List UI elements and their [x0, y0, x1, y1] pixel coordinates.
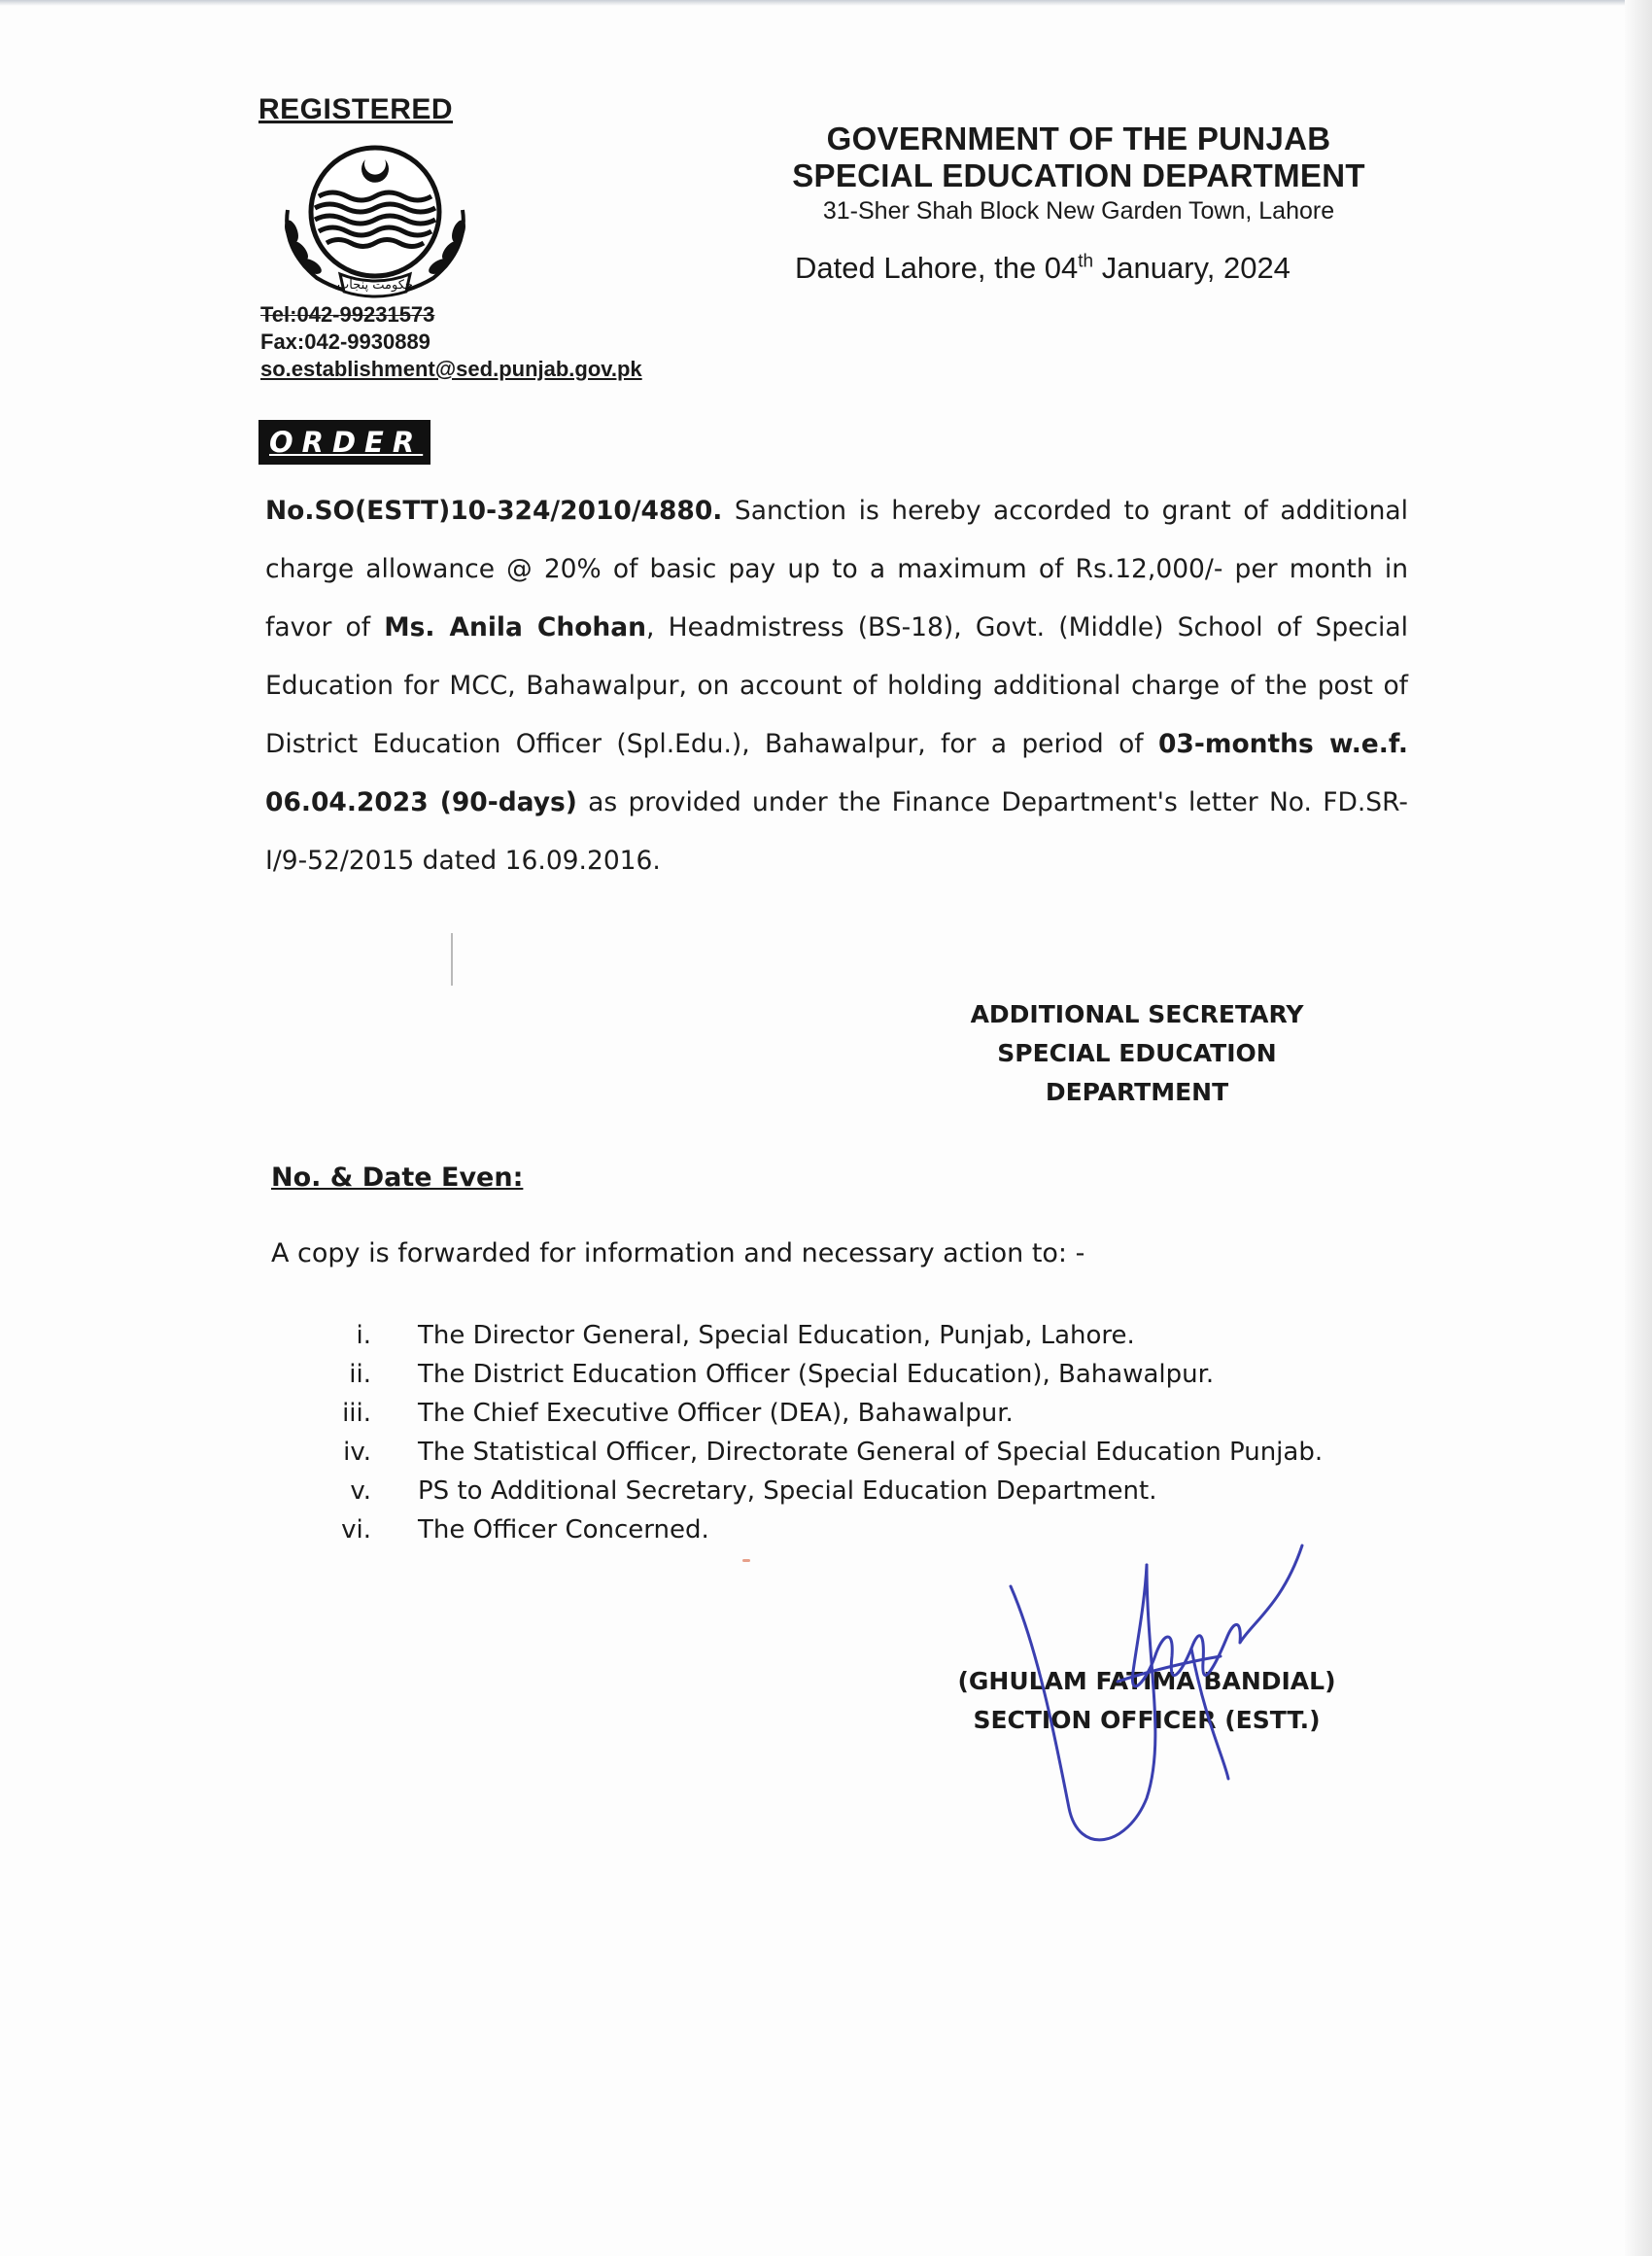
order-title: ORDER	[260, 422, 429, 463]
department-title: SPECIAL EDUCATION DEPARTMENT	[792, 157, 1365, 193]
distribution-list	[321, 1316, 1323, 1549]
order-number: No.SO(ESTT)10-324/2010/4880.	[265, 496, 723, 526]
no-date-even-heading: No. & Date Even:	[271, 1163, 524, 1193]
list-item: v. PS to Additional Secretary, Special Education Department.	[350, 1476, 1157, 1506]
department-heading	[758, 121, 1399, 226]
copy-forwarded-intro: A copy is forwarded for information and necessary action to: -	[271, 1238, 1085, 1268]
order-body: No.SO(ESTT)10-324/2010/4880. Sanction is hereby accorded to grant of additional charge allowance @ 20% of basic pay up to a maximum of Rs.12,000/- per month in favor of Ms. Anila Chohan, Headmistress (BS-18), Govt. (Middle) School of Special Education for MCC, Bahawalpur, on account of holding additional charge of the post of District Education Officer (Spl.Edu.), Bahawalpur, for a period of 03-months w.e.f. 06.04.2023 (90-days) as provided under the Finance Department's letter No. FD.SR-I/9-52/2015 dated 16.09.2016.	[265, 496, 1409, 876]
registered-label: REGISTERED	[258, 93, 454, 125]
telephone-number: Tel:042-99231573	[260, 302, 435, 327]
email-link[interactable]: so.establishment@sed.punjab.gov.pk	[260, 357, 642, 381]
officer-designation: SECTION OFFICER (ESTT.)	[973, 1706, 1321, 1734]
list-item: i. The Director General, Special Education, Punjab, Lahore.	[356, 1321, 1135, 1350]
scan-edge-shade	[1625, 0, 1652, 2256]
handwritten-signature-icon	[1001, 1526, 1312, 1857]
government-title: GOVERNMENT OF THE PUNJAB	[826, 121, 1331, 156]
beneficiary-name: Ms. Anila Chohan	[384, 612, 647, 642]
department-address: 31-Sher Shah Block New Garden Town, Lahore	[822, 197, 1335, 225]
allowance-period: 03-months w.e.f. 06.04.2023 (90-days)	[265, 729, 1408, 817]
scan-mark	[451, 933, 453, 986]
punjab-emblem-icon	[272, 142, 478, 299]
list-item: iv. The Statistical Officer, Directorate General of Special Education Punjab.	[343, 1438, 1324, 1467]
list-item: vi. The Officer Concerned.	[341, 1515, 709, 1544]
scan-speck	[742, 1559, 750, 1562]
scan-top-shade	[0, 0, 1652, 6]
list-item: iii. The Chief Executive Officer (DEA), Bahawalpur.	[342, 1399, 1014, 1428]
officer-name: (GHULAM FATIMA BANDIAL)	[957, 1667, 1336, 1695]
contact-block	[260, 301, 642, 383]
fax-number: Fax:042-9930889	[260, 330, 430, 354]
dated-line: Dated Lahore, the 04th January, 2024	[795, 251, 1291, 285]
additional-secretary-block: ADDITIONAL SECRETARY SPECIAL EDUCATION DEPARTMENT	[970, 1000, 1304, 1106]
svg-text:حکومت پنجاب: حکومت پنجاب	[337, 278, 413, 293]
list-item: ii. The District Education Officer (Special Education), Bahawalpur.	[349, 1360, 1215, 1389]
